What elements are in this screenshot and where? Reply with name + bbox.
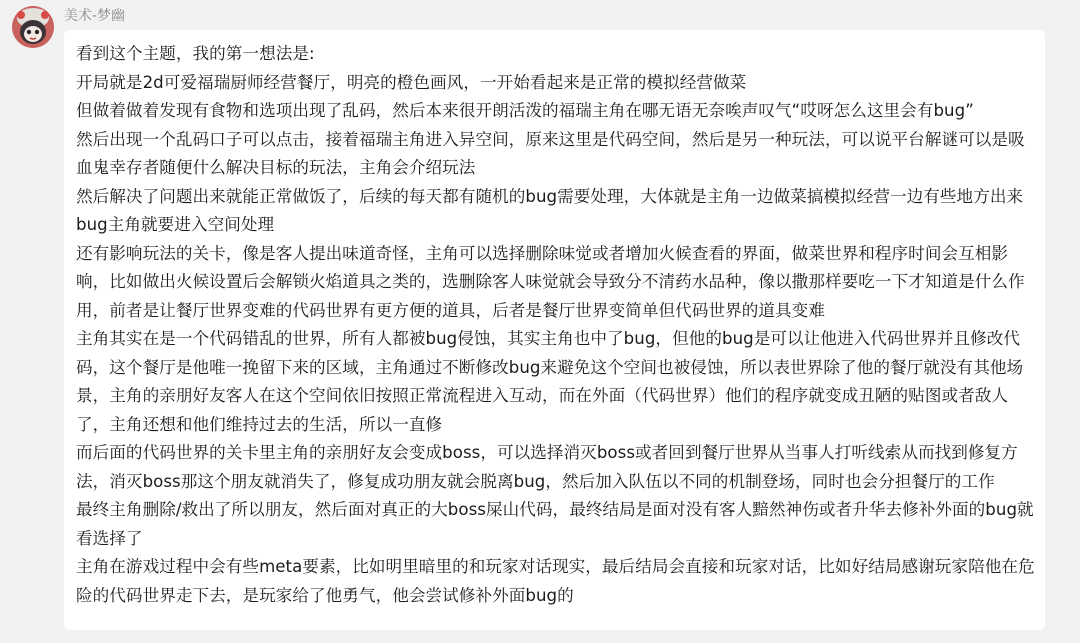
message-paragraph: 然后出现一个乱码口子可以点击，接着福瑞主角进入异空间，原来这里是代码空间，然后是另一种玩法，可以说平台解谜可以是吸血鬼幸存者随便什么解决目标的玩法，主角会介绍玩法 (76, 129, 1025, 177)
message-paragraph: 主角在游戏过程中会有些meta要素，比如明里暗里的和玩家对话现实，最后结局会直接和玩家对话，比如好结局感谢玩家陪他在危险的代码世界走下去，是玩家给了他勇气，他会尝试修补外面bug的 (76, 557, 1035, 605)
message-paragraph: 开局就是2d可爱福瑞厨师经营餐厅，明亮的橙色画风，一开始看起来是正常的模拟经营做菜 (76, 72, 747, 92)
message-paragraph: 而后面的代码世界的关卡里主角的亲朋好友会变成boss，可以选择消灭boss或者回到餐厅世界从当事人打听线索从而找到修复方法，消灭boss那这个朋友就消失了，修复成功朋友就会脱离bug，然后加入队伍以不同的机制登场，同时也会分担餐厅的工作 (76, 443, 1018, 491)
avatar[interactable] (12, 6, 54, 48)
cartoon-girl-avatar-icon (12, 6, 54, 48)
message-paragraph: 主角其实在是一个代码错乱的世界，所有人都被bug侵蚀，其实主角也中了bug，但他的bug是可以让他进入代码世界并且修改代码，这个餐厅是他唯一挽留下来的区域，主角通过不断修改bug来避免这个空间也被侵蚀，所以表世界除了他的餐厅就没有其他场景，主角的亲朋好友客人在这个空间依旧按照正常流程进入互动，而在外面（代码世界）他们的程序就变成丑陋的贴图或者敌人了，主角还想和他们维持过去的生活，所以一直修 (76, 329, 1024, 434)
message-paragraph: 最终主角删除/救出了所以朋友，然后面对真正的大boss屎山代码，最终结局是面对没有客人黯然神伤或者升华去修补外面的bug就看选择了 (76, 500, 1034, 548)
message-paragraph: 然后解决了问题出来就能正常做饭了，后续的每天都有随机的bug需要处理，大体就是主角一边做菜搞模拟经营一边有些地方出来bug主角就要进入空间处理 (76, 186, 1024, 234)
message-paragraph: 但做着做着发现有食物和选项出现了乱码，然后本来很开朗活泼的福瑞主角在哪无语无奈唉声叹气“哎呀怎么这里会有bug” (76, 101, 974, 120)
sender-name: 美术-梦幽 (64, 8, 126, 24)
message-paragraph: 还有影响玩法的关卡，像是客人提出味道奇怪，主角可以选择删除味觉或者增加火候查看的界面，做菜世界和程序时间会互相影响，比如做出火候设置后会解锁火焰道具之类的，选删除客人味觉就会导致分不清药水品种，像以撒那样要吃一下才知道是什么作用，前者是让餐厅世界变难的代码世界有更方便的道具，后者是餐厅世界变简单但代码世界的道具变难 (76, 243, 1025, 320)
message-bubble[interactable] (64, 30, 1045, 630)
message-paragraph: 看到这个主题，我的第一想法是: (76, 44, 315, 63)
